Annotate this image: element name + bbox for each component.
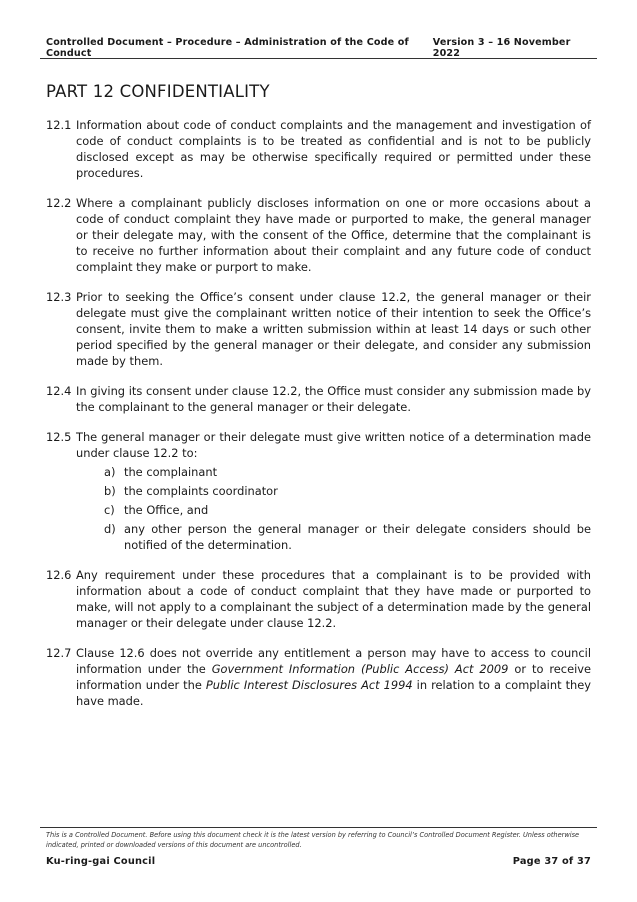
footer-page-number: Page 37 of 37 (512, 855, 591, 867)
clause-text (76, 645, 591, 709)
clause-number: 12.7 (46, 646, 72, 660)
clause-12-4 (46, 383, 591, 415)
act-title-pid: Public Interest Disclosures Act 1994 (205, 678, 413, 692)
clause-12-6 (46, 567, 591, 631)
clause-text: The general manager or their delegate must give written notice of a determination made under clause 12.2 to: (76, 430, 591, 460)
header-divider (40, 58, 597, 59)
list-item-text: the complainant (124, 465, 218, 479)
list-item (104, 502, 591, 518)
list-item-letter: c) (104, 503, 115, 517)
header-version: Version 3 – 16 November 2022 (432, 37, 571, 59)
clause-number: 12.6 (46, 568, 72, 582)
list-item (104, 521, 591, 553)
list-item-text: any other person the general manager or their delegate considers should be notified of the determination. (124, 522, 591, 552)
clause-text: Where a complainant publicly discloses information on one or more occasions about a code of conduct complaint they have made or purported to make, the general manager or their delegate may, with the consent of the Office, determine that the complainant is to receive no further information about their complaint and any future code of conduct complaint they make or purport to make. (76, 196, 591, 274)
list-item-letter: a) (104, 465, 116, 479)
list-item (104, 483, 591, 499)
clause-12-3 (46, 289, 591, 369)
clause-12-2 (46, 195, 591, 275)
clause-text: Information about code of conduct complaints and the management and investigation of code of conduct complaints is to be treated as confidential and is not to be publicly disclosed except as may be otherwise specifically required or permitted under these procedures. (76, 118, 591, 180)
clause-number: 12.5 (46, 430, 72, 444)
clause-text-part: Clause 12.6 does not override any entitlement a person may have to access to council information under the (76, 646, 591, 676)
footer-disclaimer: This is a Controlled Document. Before using this document check it is the latest version by referring to Council’s Controlled Document Register. Unless otherwise indicated, printed or downloaded versions of this document are uncontrolled. (46, 831, 580, 849)
list-item (104, 464, 591, 480)
list-item-letter: b) (104, 484, 116, 498)
clause-number: 12.2 (46, 196, 72, 210)
page-header (46, 37, 591, 59)
list-item-text: the complaints coordinator (124, 484, 278, 498)
clause-12-1 (46, 117, 591, 181)
list-item-text: the Office, and (124, 503, 209, 517)
clause-number: 12.4 (46, 384, 72, 398)
clause-12-7 (46, 645, 591, 709)
clause-number: 12.3 (46, 290, 72, 304)
clause-text: Prior to seeking the Office’s consent under clause 12.2, the general manager or their delegate must give the complainant written notice of their intention to seek the Office’s consent, invite them to make a written submission within at least 14 days or such other period specified by the general manager or their delegate, and consider any submission made by them. (76, 290, 591, 368)
clause-text-part: in relation to a complaint they have made. (76, 678, 591, 708)
sub-item-list (104, 464, 591, 553)
header-document-title: Controlled Document – Procedure – Administration of the Code of Conduct (46, 37, 409, 59)
footer-organisation: Ku-ring-gai Council (46, 855, 156, 867)
page-footer (46, 854, 591, 868)
clause-text: Any requirement under these procedures that a complainant is to be provided with information about a code of conduct complaint that they have made or purported to make, will not apply to a complainant the subject of a determination made by the general manager or their delegate under clause 12.2. (76, 568, 591, 630)
act-title-gipa: Government Information (Public Access) Act 2009 (211, 662, 509, 676)
footer-divider (40, 827, 597, 828)
list-item-letter: d) (104, 522, 116, 536)
clause-12-5 (46, 429, 591, 553)
clause-number: 12.1 (46, 118, 72, 132)
clause-list (46, 117, 591, 723)
clause-text-part: or to receive information under the (76, 662, 591, 692)
section-title: PART 12 CONFIDENTIALITY (46, 82, 270, 101)
clause-text: In giving its consent under clause 12.2, the Office must consider any submission made by the complainant to the general manager or their delegate. (76, 384, 591, 414)
